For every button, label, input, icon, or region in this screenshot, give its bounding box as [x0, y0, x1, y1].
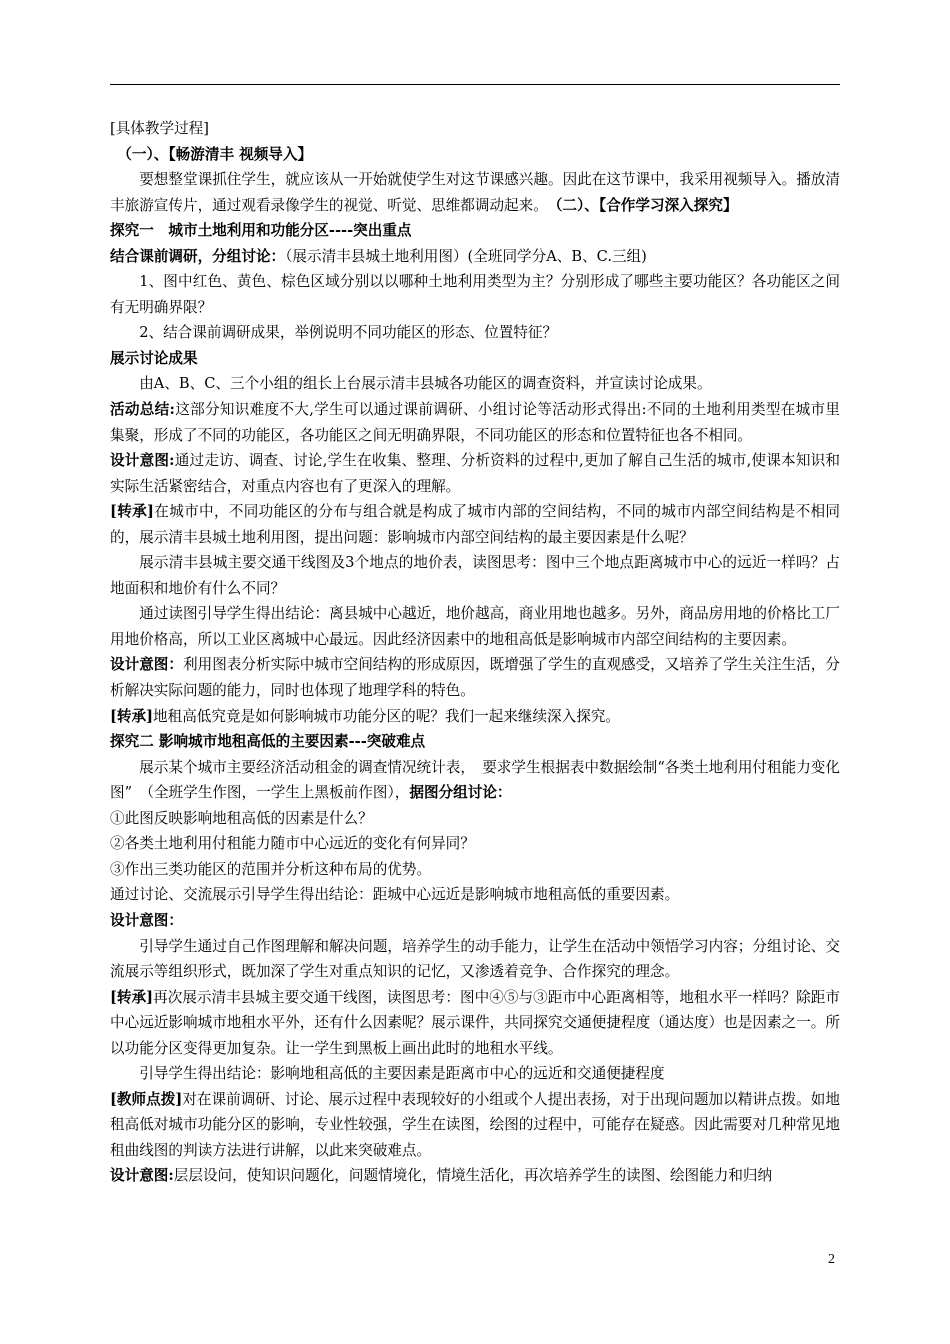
explore1-show-text: 由A、B、C、三个小组的组长上台展示清丰县城各功能区的调查资料，并宣读讨论成果。: [139, 375, 712, 393]
section-title: [具体教学过程]: [110, 120, 209, 137]
explore2-trans: [转承]再次展示清丰县城主要交通干线图，读图思考：图中④⑤与③距市中心距离相等，地租水平一样吗？除距市中心远近影响城市地租水平外，还有什么因素呢？展示课件，共同探究交通便捷程度（通达度）也是因素之一。所以功能分区变得更加复杂。让一学生到黑板上画出此时的地租水平线。: [110, 988, 840, 1057]
explore1-show-heading: 展示讨论成果: [110, 349, 198, 367]
explore1-traffic: 展示清丰县城主要交通干线图及3个地点的地价表，读图思考：图中三个地点距离城市中心的远近一样吗？占地面积和地价有什么不同？: [110, 554, 840, 597]
explore2-q1: ①此图反映影响地租高低的因素是什么？: [110, 809, 373, 827]
explore2-q3: ③作出三类功能区的范围并分析这种布局的优势。: [110, 860, 432, 878]
explore2-final-conclusion: 引导学生得出结论：影响地租高低的主要因素是距离市中心的远近和交通便捷程度: [139, 1065, 665, 1083]
part1-body: 要想整堂课抓住学生，就应该从一开始就使学生对这节课感兴趣。因此在这节课中，我采用视频导入。播放清丰旅游宣传片，通过观看录像学生的视觉、听觉、思维都调动起来。 （二）、【合作学习深入探究】: [110, 171, 840, 214]
explore2-design2: 设计意图:层层设问，使知识问题化，问题情境化，情境生活化，再次培养学生的读图、绘图能力和归纳: [110, 1167, 773, 1185]
explore1-trans2: [转承]地租高低究竟是如何影响城市功能分区的呢？我们一起来继续深入探究。: [110, 707, 621, 725]
page-number: 2: [828, 1252, 835, 1267]
document-body: [110, 116, 840, 1189]
explore1-design2: 设计意图：利用图表分析实际中城市空间结构的形成原因，既增强了学生的直观感受，又培养了学生关注生活，分析解决实际问题的能力，同时也体现了地理学科的特色。: [110, 656, 840, 700]
explore2-conclusion: 通过讨论、交流展示引导学生得出结论：距城中心远近是影响城市地租高低的重要因素。: [110, 886, 680, 904]
explore1-conclusion: 通过读图引导学生得出结论：离县城中心越近，地价越高，商业用地也越多。另外，商品房用地的价格比工厂用地价格高，所以工业区离城中心最远。因此经济因素中的地租高低是影响城市内部空间结构的主要因素。: [110, 605, 840, 648]
explore2-heading: 探究二 影响城市地租高低的主要因素---突破难点: [110, 733, 426, 751]
explore1-design1: 设计意图:通过走访、调查、讨论,学生在收集、整理、分析资料的过程中,更加了解自己生活的城市,使课本知识和实际生活紧密结合，对重点内容也有了更深入的理解。: [110, 452, 840, 495]
explore1-q2: 2、结合课前调研成果，举例说明不同功能区的形态、位置特征？: [139, 324, 558, 342]
header-rule: [110, 84, 840, 85]
explore1-heading: 探究一 城市土地利用和功能分区----突出重点: [110, 222, 412, 240]
explore1-discuss: 结合课前调研，分组讨论：（展示清丰县城土地利用图）(全班同学分A、B、C.三组): [110, 247, 647, 265]
explore1-q1: 1、图中红色、黄色、棕色区域分别以以哪种土地利用类型为主？分别形成了哪些主要功能区？各功能区之间有无明确界限？: [110, 273, 840, 316]
explore2-design-text: 引导学生通过自己作图理解和解决问题，培养学生的动手能力，让学生在活动中领悟学习内容；分组讨论、交流展示等组织形式，既加深了学生对重点知识的记忆，又渗透着竞争、合作探究的理念。: [110, 937, 840, 981]
explore2-design-label: 设计意图：: [110, 911, 183, 929]
part1-title: （一）、【畅游清丰 视频导入】: [117, 145, 313, 163]
part2-title: （二）、【合作学习深入探究】: [555, 196, 738, 214]
explore1-summary: 活动总结:这部分知识难度不大,学生可以通过课前调研、小组讨论等活动形式得出:不同的土地利用类型在城市里集聚，形成了不同的功能区，各功能区之间无明确界限，不同功能区的形态和位置特征也各不相同。: [110, 401, 841, 444]
explore2-q2: ②各类土地利用付租能力随市中心远近的变化有何异同？: [110, 835, 475, 853]
explore1-trans1: [转承]在城市中，不同功能区的分布与组合就是构成了城市内部的空间结构，不同的城市内部空间结构是不相同的，展示清丰县城土地利用图，提出问题：影响城市内部空间结构的最主要因素是什么呢？: [110, 503, 840, 546]
explore2-intro: 展示某个城市主要经济活动租金的调查情况统计表， 要求学生根据表中数据绘制“各类土地利用付租能力变化图” （全班学生作图，一学生上黑板前作图），据图分组讨论：: [110, 758, 840, 802]
explore2-teacher: [教师点拨]对在课前调研、讨论、展示过程中表现较好的小组或个人提出表扬，对于出现问题加以精讲点拨。如地租高低对城市功能分区的影响，专业性较强，学生在读图，绘图的过程中，可能存在疑惑。因此需要对几种常见地租曲线图的判读方法进行讲解，以此来突破难点。: [110, 1090, 840, 1159]
